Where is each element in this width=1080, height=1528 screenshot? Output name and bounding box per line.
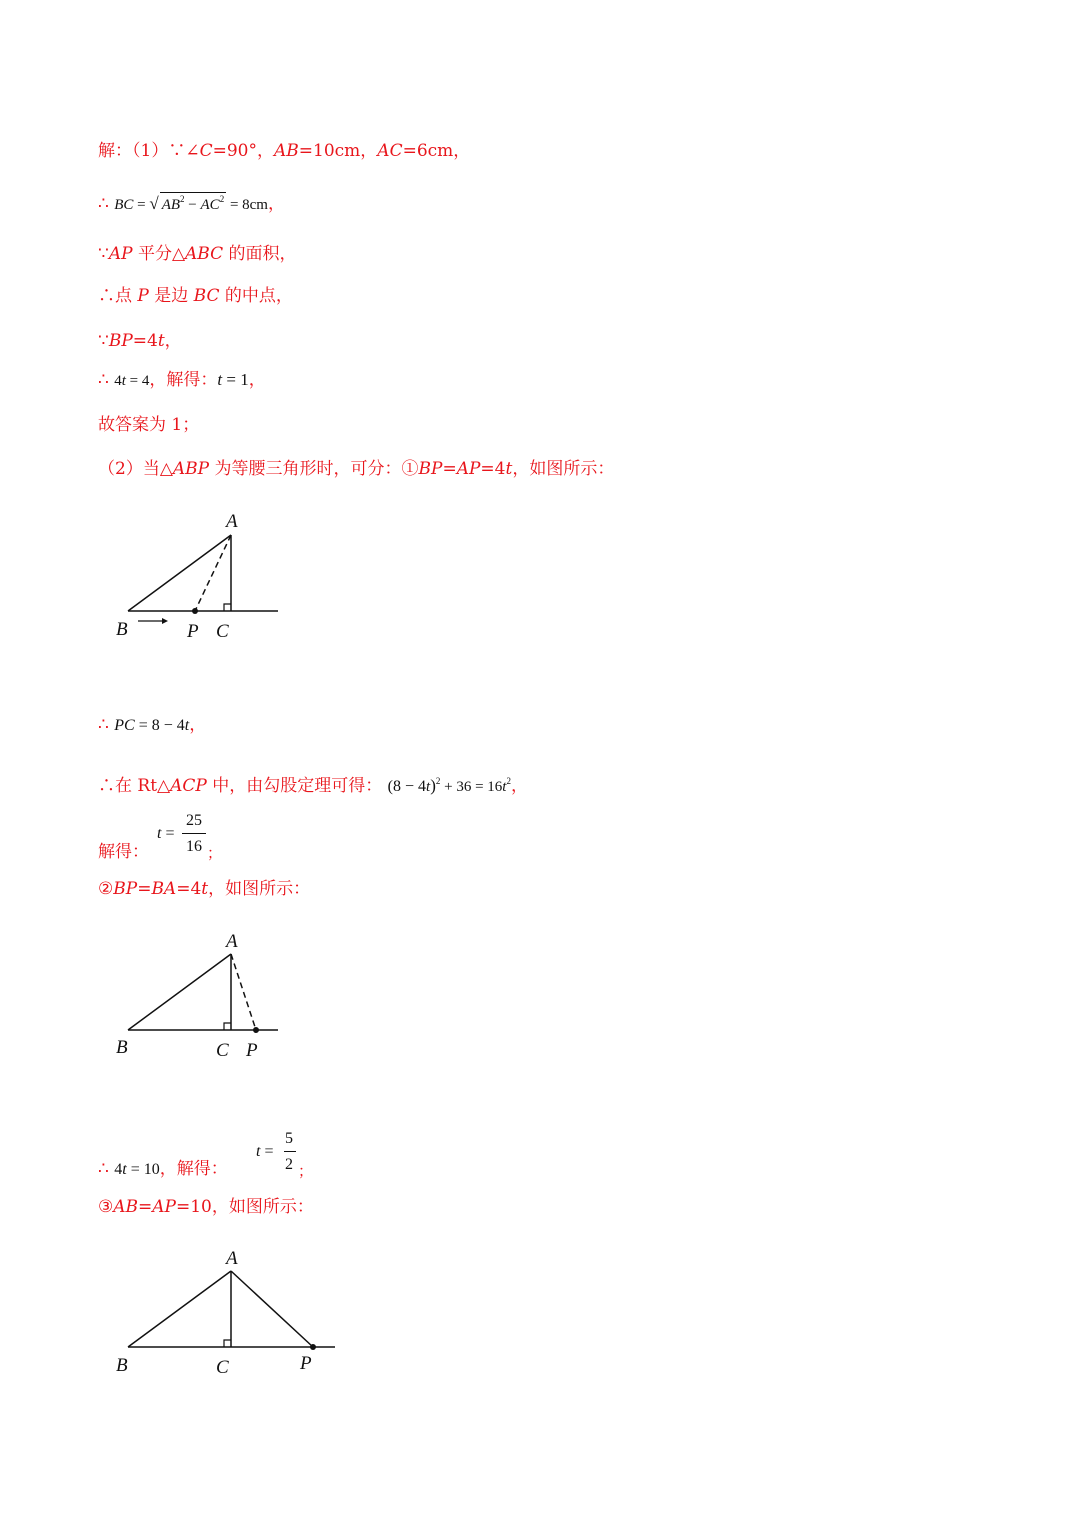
point-p: [192, 608, 198, 614]
semicolon: ；: [298, 1162, 314, 1180]
text: （2）当△: [98, 459, 173, 479]
solution-line-14: [98, 1195, 314, 1219]
segment-ap: [231, 954, 256, 1030]
point-p: [253, 1027, 259, 1033]
therefore-symbol: ∴: [98, 286, 115, 306]
text: ，解得：: [159, 1159, 228, 1179]
jie-de-label: 解得：: [98, 842, 149, 862]
coef: 4: [114, 1161, 123, 1178]
text: ，如图所示：: [208, 879, 311, 899]
side-ab: [128, 535, 231, 611]
text: 是边: [148, 286, 194, 306]
exponent: 2: [435, 776, 441, 786]
label-b: B: [116, 1037, 128, 1058]
denominator: 16: [186, 838, 202, 855]
t-var: t: [184, 717, 190, 734]
comma: ，: [267, 194, 285, 214]
bc-var: BC: [114, 197, 134, 213]
exponent: 2: [219, 194, 225, 204]
text: =10: [176, 1197, 212, 1217]
solution-line-10: [98, 774, 528, 799]
fraction-bar: [284, 1151, 296, 1152]
numerator: 25: [186, 812, 202, 829]
bc-formula: [114, 194, 268, 213]
ab-label: AB: [113, 1197, 139, 1217]
therefore-symbol: ∴: [98, 370, 109, 390]
ac-var: AC: [200, 197, 220, 213]
text: ，解得：: [149, 370, 218, 390]
text: 为等腰三角形时，可分：①: [209, 459, 419, 479]
text: ，如图所示：: [512, 459, 615, 479]
solution-line-7: 故答案为 1；: [98, 415, 200, 435]
text: 平分△: [132, 244, 186, 264]
ac-label: AC: [377, 141, 403, 161]
t-equals: [256, 1143, 273, 1161]
because-symbol: ∵: [98, 331, 109, 351]
ap-label: AP: [456, 459, 481, 479]
right-angle-mark: [224, 604, 231, 611]
angle-c: ∠C: [185, 141, 213, 161]
radical-sign: √: [149, 194, 159, 213]
abp-label: ABP: [172, 459, 210, 479]
text: 中，由勾股定理可得：: [206, 776, 383, 796]
acp-label: ACP: [170, 776, 207, 796]
text: ，如图所示：: [211, 1197, 314, 1217]
p-label: P: [137, 286, 149, 306]
therefore-symbol: ∴: [98, 715, 109, 735]
t-var: t: [426, 779, 431, 795]
radicand: [160, 192, 226, 217]
solution-line-4: [98, 284, 293, 308]
label-c: C: [216, 621, 229, 642]
label-a: A: [226, 511, 238, 532]
solution-line-3: [98, 242, 297, 266]
semicolon: ；: [207, 844, 223, 862]
exponent: 2: [180, 194, 185, 204]
solution-line-9: [98, 713, 206, 738]
equals: = 4: [125, 373, 150, 389]
equals: =: [260, 1143, 274, 1160]
text: =4: [132, 331, 158, 351]
solution-line-1: [98, 139, 470, 163]
side-ab: [128, 954, 231, 1030]
exponent: 2: [506, 776, 511, 786]
label-c: C: [216, 1040, 229, 1061]
equation: [114, 373, 149, 389]
text: =4: [480, 459, 506, 479]
equals: =: [161, 825, 175, 842]
solution-line-2: [98, 192, 285, 217]
t-equals: [157, 825, 174, 843]
ap-label: AP: [152, 1197, 176, 1217]
label-a: A: [226, 1248, 238, 1269]
comma: ，: [164, 331, 182, 351]
bp-label: BP: [108, 331, 133, 351]
label-p: P: [187, 621, 199, 642]
ab-label: AB: [273, 141, 299, 161]
arrow-head: [162, 618, 168, 624]
t-var: t: [157, 331, 165, 351]
pc-var: PC: [114, 717, 135, 734]
solution-line-11: [98, 840, 149, 864]
t-var: t: [217, 370, 223, 389]
label-p: P: [246, 1040, 258, 1061]
equation: [114, 1161, 159, 1178]
equals: = 1: [222, 370, 249, 389]
t-var: t: [122, 1161, 127, 1178]
paren: ): [430, 776, 436, 795]
text: 在 Rt△: [115, 776, 171, 796]
segment-ap: [195, 535, 231, 611]
because-symbol: ∵: [168, 141, 186, 161]
ab-var: AB: [161, 197, 181, 213]
label-b: B: [116, 1355, 128, 1376]
point-p: [310, 1344, 316, 1350]
t-var: t: [505, 459, 513, 479]
text: 的中点，: [219, 286, 293, 306]
ab-value: =10cm，: [298, 141, 378, 161]
t-var: t: [121, 373, 126, 389]
solution-line-6: [98, 368, 266, 393]
ba-label: BA: [151, 879, 177, 899]
numerator: 5: [285, 1130, 293, 1147]
result: = 8cm: [226, 197, 268, 213]
because-symbol: ∵: [98, 244, 109, 264]
equals: = 10: [126, 1161, 160, 1178]
bp-label: BP: [113, 879, 138, 899]
t-var: t: [157, 825, 162, 842]
figure-3: [110, 1243, 350, 1383]
text: =4: [176, 879, 202, 899]
ap-label: AP: [108, 244, 133, 264]
right-angle-mark: [224, 1023, 231, 1030]
circled-two: ②: [98, 879, 114, 899]
circled-three: ③: [98, 1197, 114, 1217]
solution-line-12: [98, 877, 310, 901]
expr: (8 − 4: [387, 778, 427, 795]
expr: + 36 = 16: [440, 779, 503, 795]
figure-1: [110, 505, 290, 650]
label-c: C: [216, 1357, 229, 1378]
pc-equation: [114, 717, 189, 734]
therefore-symbol: ∴: [98, 1159, 109, 1179]
minus: −: [184, 197, 201, 213]
equals: =: [442, 459, 457, 479]
ac-value: =6cm，: [402, 141, 471, 161]
t-var: t: [201, 879, 209, 899]
denominator: 2: [285, 1156, 293, 1173]
equals: =: [137, 879, 152, 899]
label-a: A: [226, 931, 238, 952]
therefore-symbol: ∴: [98, 776, 115, 796]
expression: = 8 − 4: [134, 717, 185, 734]
jie-label: 解：（1）: [98, 141, 169, 161]
fraction-bar: [182, 833, 206, 834]
comma: ，: [510, 776, 528, 796]
comma: ，: [189, 715, 207, 735]
coef: 4: [114, 373, 122, 389]
figure-2: [110, 925, 290, 1065]
solution-line-13: [98, 1157, 228, 1182]
right-angle-mark: [224, 1340, 231, 1347]
solution-line-5: [98, 329, 182, 353]
text: 的面积，: [223, 244, 297, 264]
therefore-symbol: ∴: [98, 194, 109, 214]
answer: [217, 370, 248, 389]
bc-label: BC: [193, 286, 220, 306]
solution-line-8: [98, 457, 614, 481]
label-b: B: [116, 619, 128, 640]
pythagoras-equation: [387, 776, 511, 795]
bp-label: BP: [418, 459, 443, 479]
text: 点: [115, 286, 138, 306]
label-p: P: [300, 1353, 312, 1374]
segment-ap: [231, 1271, 313, 1347]
comma: ，: [248, 370, 266, 390]
t-var: t: [502, 779, 507, 795]
abc-label: ABC: [185, 244, 224, 264]
angle-value: =90°，: [212, 141, 274, 161]
equals: =: [133, 197, 150, 213]
side-ab: [128, 1271, 231, 1347]
t-var: t: [256, 1143, 261, 1160]
equals: =: [138, 1197, 153, 1217]
